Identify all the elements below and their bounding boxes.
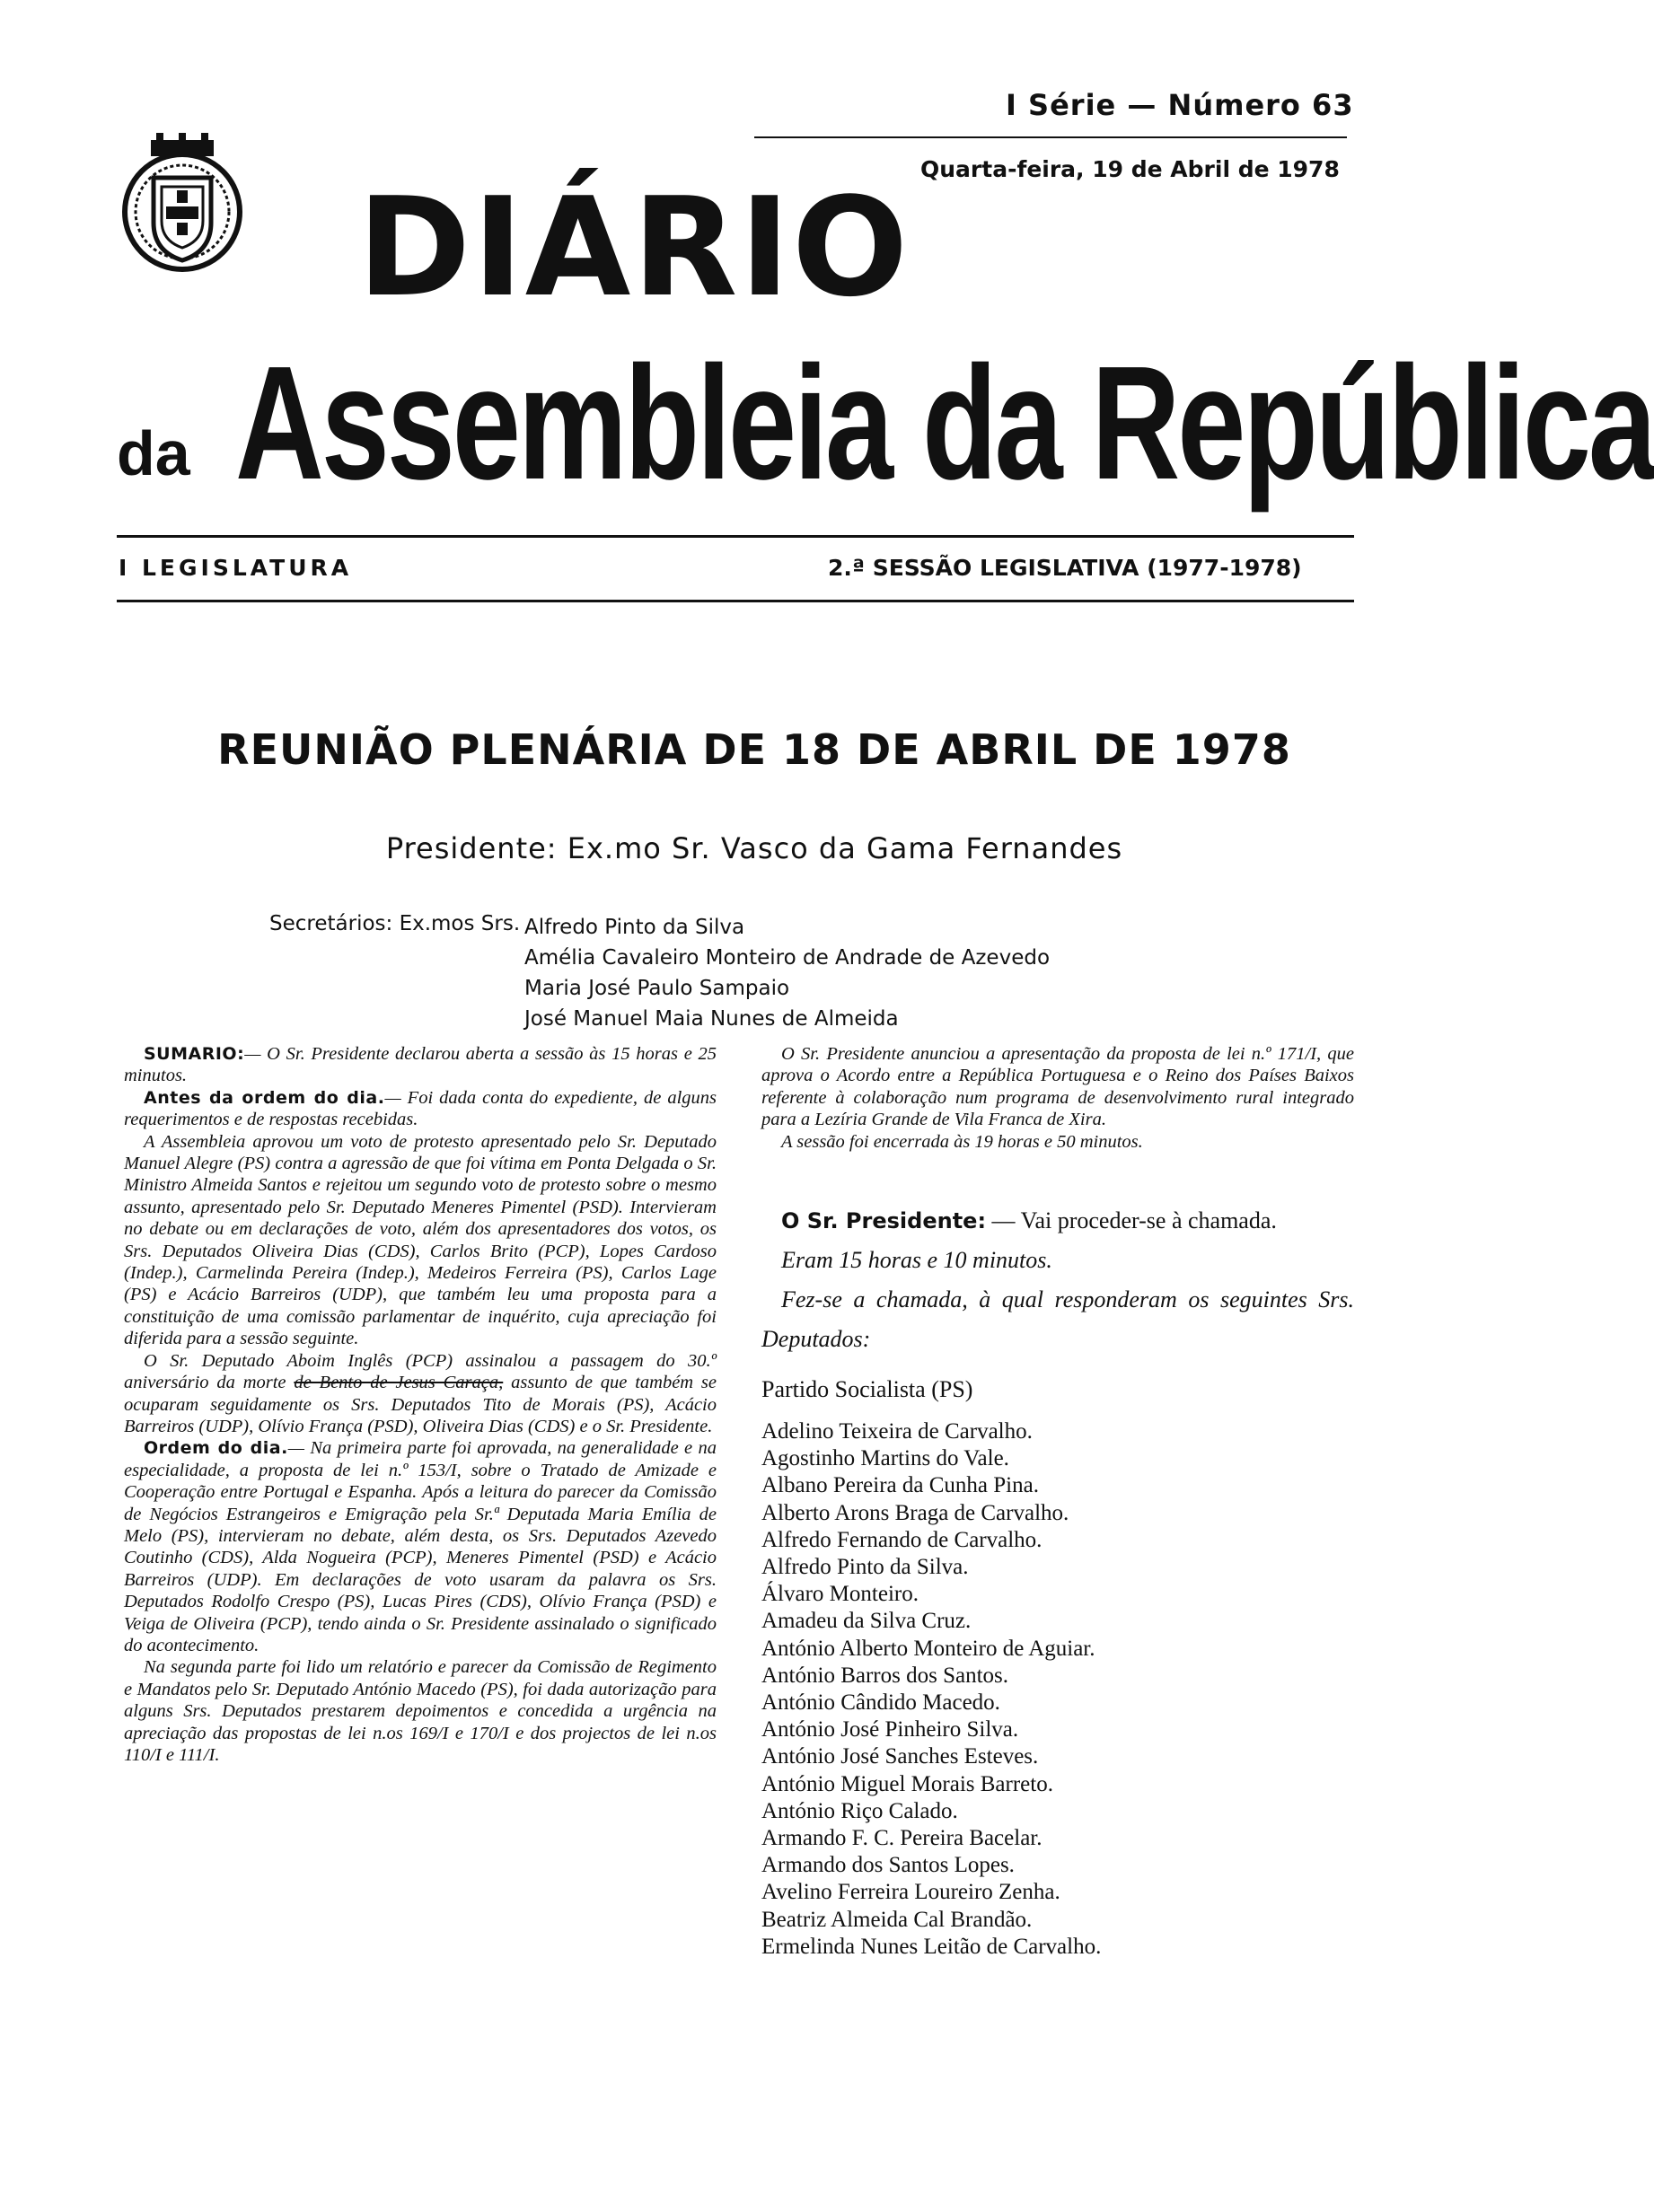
list-item: António Miguel Morais Barreto. xyxy=(761,1771,1053,1796)
speaker-name: O Sr. Presidente: xyxy=(781,1208,987,1233)
secretaries-label: Secretários: Ex.mos Srs. xyxy=(269,912,521,935)
summary-paragraph: O Sr. Deputado Aboim Inglês (PCP) assinalou a passagem do 30.º aniversário da morte de Bento de Jesus Caraça, assunto de que também se ocuparam seguidamente os Srs. Deputados Tito de Morais (PS), Acácio Barreiros (UDP), Olívio França (PSD), Oliveira Dias (CDS) e o Sr. Presidente. xyxy=(124,1350,717,1436)
summary-continuation xyxy=(761,1043,1354,1153)
summary-paragraph: O Sr. Presidente anunciou a apresentação da proposta de lei n.º 171/I, que aprova o Acordo entre a República Portuguesa e o Reino dos Países Baixos referente à colaboração num programa de desenvolvimento rural integrado para a Lezíria Grande de Vila Franca de Xira. xyxy=(761,1044,1354,1130)
summary-paragraph: Antes da ordem do dia.— Foi dada conta do expediente, de alguns requerimentos e de respostas recebidas. xyxy=(124,1087,717,1130)
proceedings-column xyxy=(761,1201,1354,1961)
list-item: António José Sanches Esteves. xyxy=(761,1744,1039,1769)
masthead-rule-lower xyxy=(117,600,1354,602)
legislatura-label: I LEGISLATURA xyxy=(119,555,353,581)
secretary-name: Alfredo Pinto da Silva xyxy=(524,916,745,939)
sessao-label: 2.ª SESSÃO LEGISLATIVA (1977-1978) xyxy=(828,555,1302,581)
list-item: Alfredo Fernando de Carvalho. xyxy=(761,1527,1043,1552)
list-item: António Barros dos Santos. xyxy=(761,1663,1008,1688)
list-item: António Riço Calado. xyxy=(761,1798,958,1823)
header-rule xyxy=(754,136,1347,138)
summary-paragraph: A sessão foi encerrada às 19 horas e 50 minutos. xyxy=(781,1131,1143,1152)
secretary-name: José Manuel Maia Nunes de Almeida xyxy=(524,1007,899,1031)
list-item: Alfredo Pinto da Silva. xyxy=(761,1555,969,1580)
summary-column xyxy=(124,1043,717,1766)
masthead-rule-upper xyxy=(117,535,1354,538)
summary-paragraph: Na segunda parte foi lido um relatório e parecer da Comissão de Regimento e Mandatos pelo Sr. Deputado António Macedo (PS), foi dada autorização para alguns Srs. Deputados prestarem depoimentos e concedida a urgência na apreciação das propostas de lei n.os 169/I e 170/I e dos projectos de lei n.os 110/I e 111/I. xyxy=(124,1657,717,1765)
masthead-da: da xyxy=(117,418,190,488)
list-item: Agostinho Martins do Vale. xyxy=(761,1446,1009,1471)
list-item: Amadeu da Silva Cruz. xyxy=(761,1609,972,1634)
list-item: Alberto Arons Braga de Carvalho. xyxy=(761,1500,1069,1525)
list-item: Adelino Teixeira de Carvalho. xyxy=(761,1419,1033,1444)
secretaries-list xyxy=(524,912,1050,1034)
roll-call-note: Fez-se a chamada, à qual responderam os seguintes Srs. Deputados: xyxy=(761,1286,1354,1352)
party-heading: Partido Socialista (PS) xyxy=(761,1376,973,1402)
antes-ordem-label: Antes da ordem do dia. xyxy=(144,1087,385,1108)
issue-date: Quarta-feira, 19 de Abril de 1978 xyxy=(920,156,1340,182)
ordem-dia-label: Ordem do dia. xyxy=(144,1438,288,1459)
list-item: Avelino Ferreira Loureiro Zenha. xyxy=(761,1880,1060,1905)
secretary-name: Amélia Cavaleiro Monteiro de Andrade de Azevedo xyxy=(524,946,1051,970)
struck-text: de Bento de Jesus Caraça, xyxy=(294,1373,504,1393)
list-item: António Alberto Monteiro de Aguiar. xyxy=(761,1636,1095,1661)
masthead-title-assembleia: Assembleia da República xyxy=(235,333,1654,514)
list-item: António José Pinheiro Silva. xyxy=(761,1717,1019,1742)
serie-number: I Série — Número 63 xyxy=(1006,88,1354,122)
list-item: Beatriz Almeida Cal Brandão. xyxy=(761,1907,1033,1932)
coat-of-arms-icon xyxy=(115,133,250,276)
list-item: Álvaro Monteiro. xyxy=(761,1582,919,1607)
secretary-name: Maria José Paulo Sampaio xyxy=(524,977,790,1000)
list-item: Armando F. C. Pereira Bacelar. xyxy=(761,1826,1043,1851)
summary-paragraph: Ordem do dia.— Na primeira parte foi aprovada, na generalidade e na especialidade, a proposta de lei n.º 153/I, sobre o Tratado de Amizade e Cooperação entre Portugal e Espanha. Após a leitura do parecer da Comissão de Negócios Estrangeiros e Emigração pela Sr.ª Deputada Maria Emília de Melo (PS), intervieram no debate, além desta, os Srs. Deputados Azevedo Coutinho (CDS), Alda Nogueira (PCP), Meneres Pimentel (PSD) e Acácio Barreiros (UDP). Em declarações de voto usaram da palavra os Srs. Deputados Rodolfo Crespo (PS), Lucas Pires (CDS), Olívio França (PSD) e Veiga de Oliveira (PCP), tendo ainda o Sr. Presidente assinalado o significado do acontecimento. xyxy=(124,1438,717,1655)
list-item: Ermelinda Nunes Leitão de Carvalho. xyxy=(761,1934,1102,1959)
time-note: Eram 15 horas e 10 minutos. xyxy=(781,1247,1052,1273)
masthead-title-diario: DIÁRIO xyxy=(357,168,911,327)
summary-paragraph: SUMARIO:— O Sr. Presidente declarou aberta a sessão às 15 horas e 25 minutos. xyxy=(124,1044,717,1086)
list-item: Albano Pereira da Cunha Pina. xyxy=(761,1473,1039,1498)
summary-paragraph: A Assembleia aprovou um voto de protesto apresentado pelo Sr. Deputado Manuel Alegre (PS) contra a agressão de que foi vítima em Ponta Delgada o Sr. Ministro Almeida Santos e rejeitou um segundo voto de protesto sobre o mesmo assunto, apresentado pelo Sr. Deputado Meneres Pimentel (PSD). Intervieram no debate ou em declarações de voto, além dos apresentadores dos votos, os Srs. Deputados Oliveira Dias (CDS), Carlos Brito (PCP), Lopes Cardoso (Indep.), Carmelinda Pereira (Indep.), Medeiros Ferreira (PS), Carlos Lage (PS) e Acácio Barreiros (UDP), que também leu uma proposta para a constituição de uma comissão parlamentar de inquérito, cuja apreciação foi diferida para a sessão seguinte. xyxy=(124,1131,717,1349)
meeting-title: REUNIÃO PLENÁRIA DE 18 DE ABRIL DE 1978 xyxy=(217,725,1291,774)
deputies-list xyxy=(761,1418,1354,1961)
meeting-president: Presidente: Ex.mo Sr. Vasco da Gama Fernandes xyxy=(385,831,1123,865)
list-item: Armando dos Santos Lopes. xyxy=(761,1853,1015,1878)
speech-paragraph: O Sr. Presidente: — Vai proceder-se à chamada. xyxy=(781,1207,1277,1233)
list-item: António Cândido Macedo. xyxy=(761,1690,1000,1716)
summary-label: SUMARIO: xyxy=(144,1044,245,1064)
